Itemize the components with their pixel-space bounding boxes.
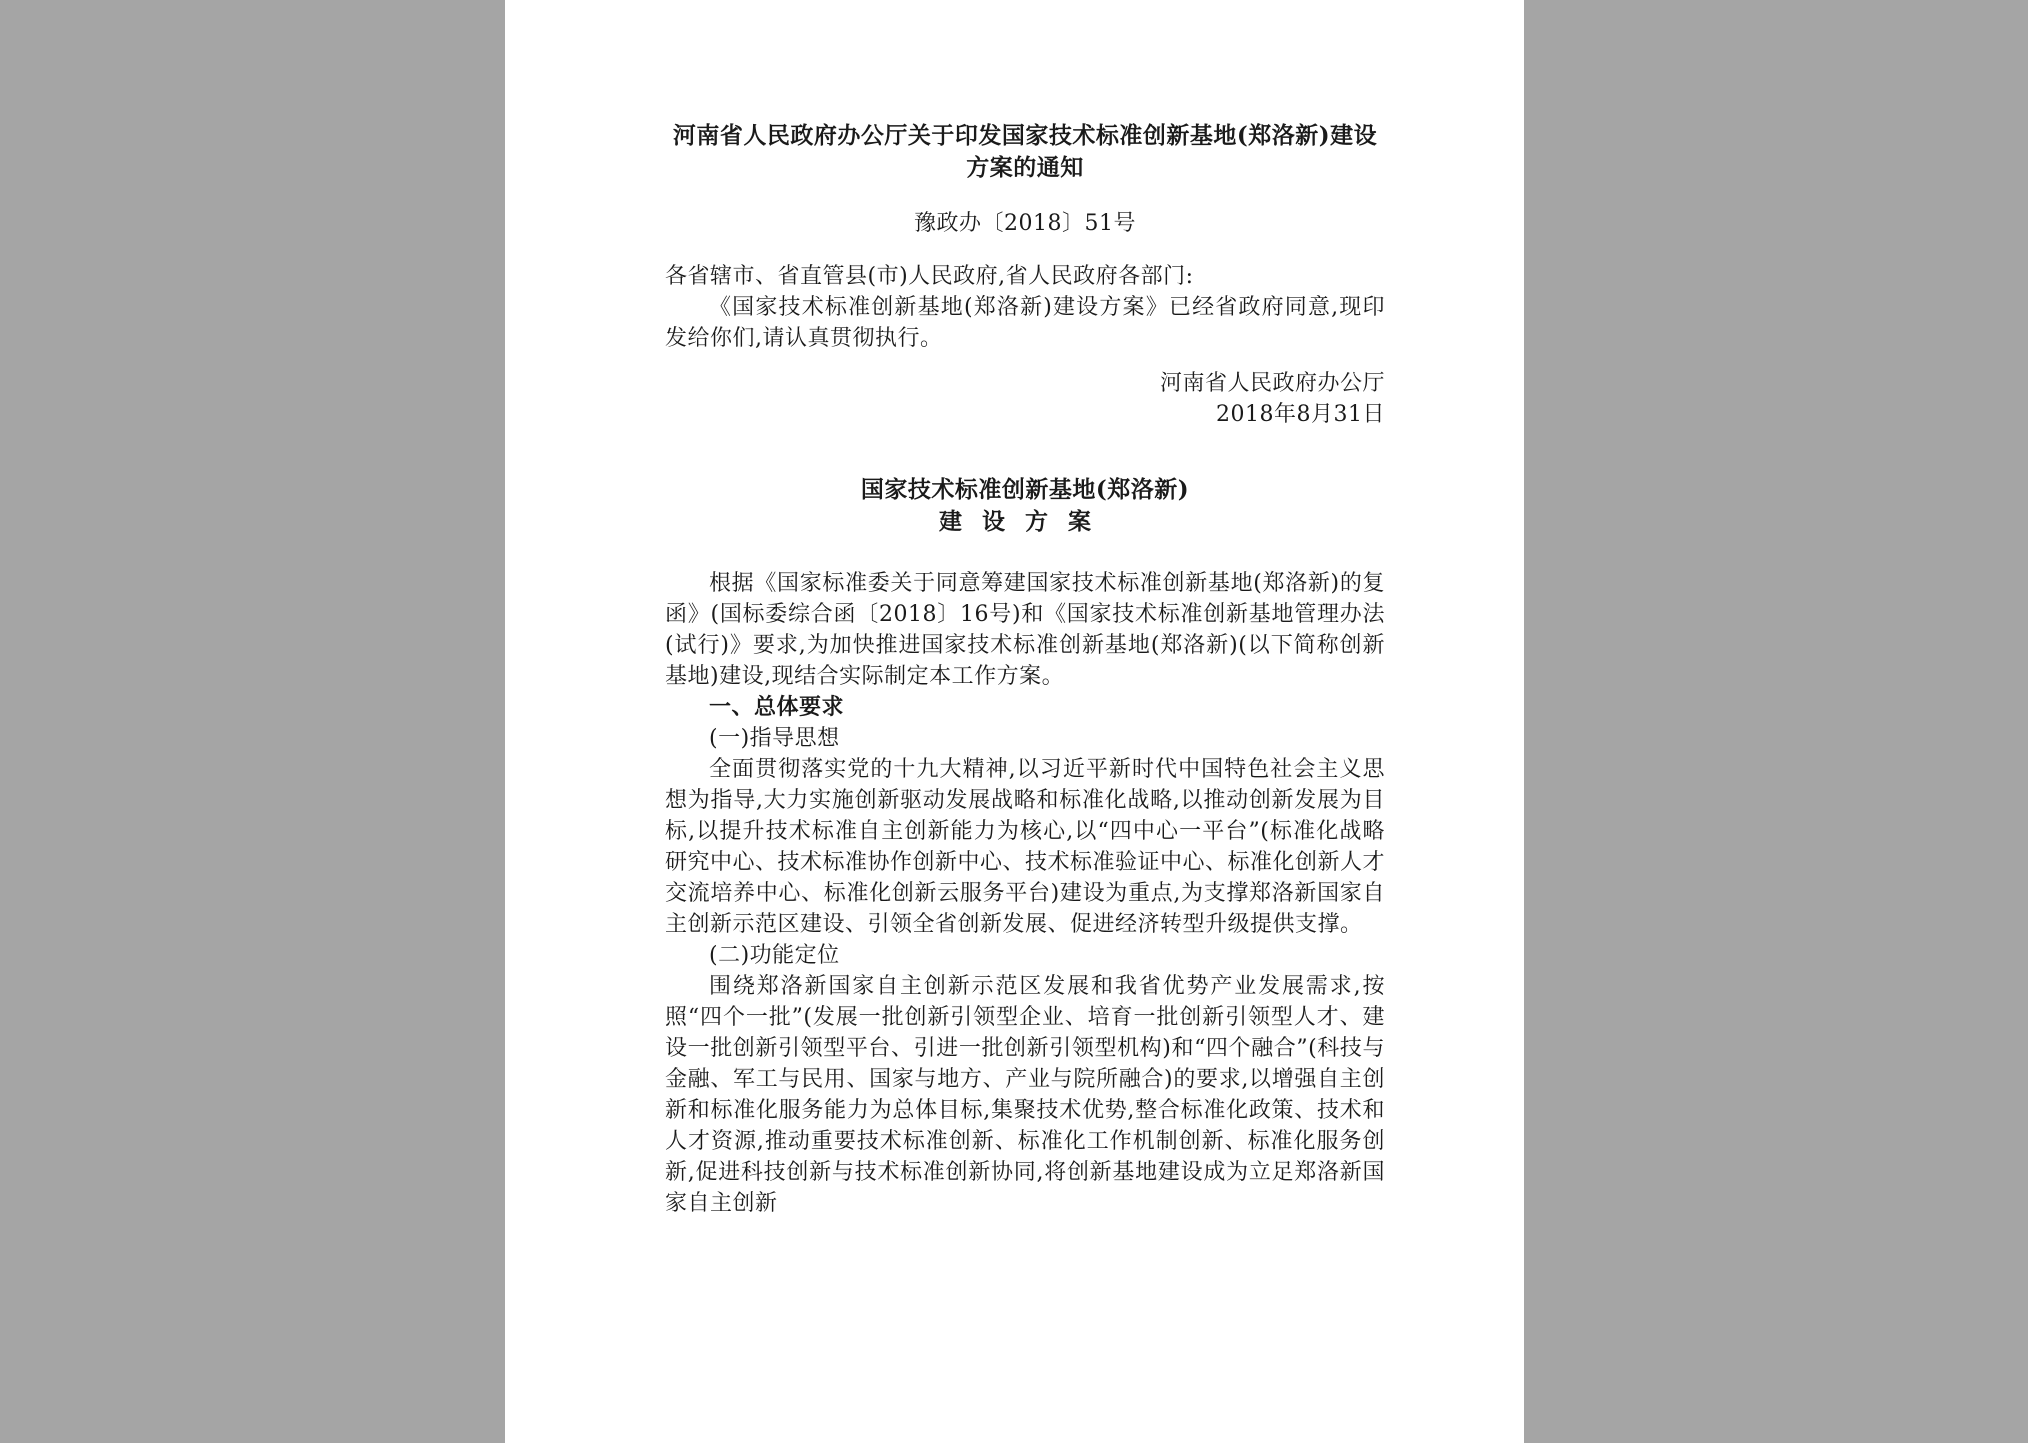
document-content <box>665 120 1385 1219</box>
issue-date: 2018年8月31日 <box>1216 402 1385 427</box>
scheme-subtitle: 建设方案 <box>939 508 1111 535</box>
section-heading-general-requirements: 一、总体要求 <box>709 694 845 720</box>
document-number: 豫政办〔2018〕51号 <box>914 211 1136 236</box>
document-page <box>505 0 1524 1443</box>
notice-body: 《国家技术标准创新基地(郑洛新)建设方案》已经省政府同意,现印发给你们,请认真贯彻执行。 <box>665 295 1385 351</box>
subsection-heading-guiding-ideology: (一)指导思想 <box>709 726 840 751</box>
notice-title: 河南省人民政府办公厅关于印发国家技术标准创新基地(郑洛新)建设方案的通知 <box>672 122 1378 181</box>
scheme-intro-paragraph: 根据《国家标准委关于同意筹建国家技术标准创新基地(郑洛新)的复函》(国标委综合函〔2018〕16号)和《国家技术标准创新基地管理办法(试行)》要求,为加快推进国家技术标准创新基地(郑洛新)(以下简称创新基地)建设,现结合实际制定本工作方案。 <box>665 571 1385 689</box>
function-positioning-paragraph: 围绕郑洛新国家自主创新示范区发展和我省优势产业发展需求,按照“四个一批”(发展一批创新引领型企业、培育一批创新引领型人才、建设一批创新引领型平台、引进一批创新引领型机构)和“四个融合”(科技与金融、军工与民用、国家与地方、产业与院所融合)的要求,以增强自主创新和标准化服务能力为总体目标,集聚技术优势,整合标准化政策、技术和人才资源,推动重要技术标准创新、标准化工作机制创新、标准化服务创新,促进科技创新与技术标准创新协同,将创新基地建设成为立足郑洛新国家自主创新 <box>665 974 1385 1216</box>
signature-block <box>665 368 1385 430</box>
scheme-body <box>665 568 1385 1219</box>
scheme-title: 国家技术标准创新基地(郑洛新) <box>860 476 1190 503</box>
guiding-ideology-paragraph: 全面贯彻落实党的十九大精神,以习近平新时代中国特色社会主义思想为指导,大力实施创新驱动发展战略和标准化战略,以推动创新发展为目标,以提升技术标准自主创新能力为核心,以“四中心一平台”(标准化战略研究中心、技术标准协作创新中心、技术标准验证中心、标准化创新人才交流培养中心、标准化创新云服务平台)建设为重点,为支撑郑洛新国家自主创新示范区建设、引领全省创新发展、促进经济转型升级提供支撑。 <box>665 757 1386 937</box>
issuer-name: 河南省人民政府办公厅 <box>1159 371 1385 396</box>
subsection-heading-function-positioning: (二)功能定位 <box>709 943 840 968</box>
addressee-line: 各省辖市、省直管县(市)人民政府,省人民政府各部门: <box>665 264 1194 289</box>
